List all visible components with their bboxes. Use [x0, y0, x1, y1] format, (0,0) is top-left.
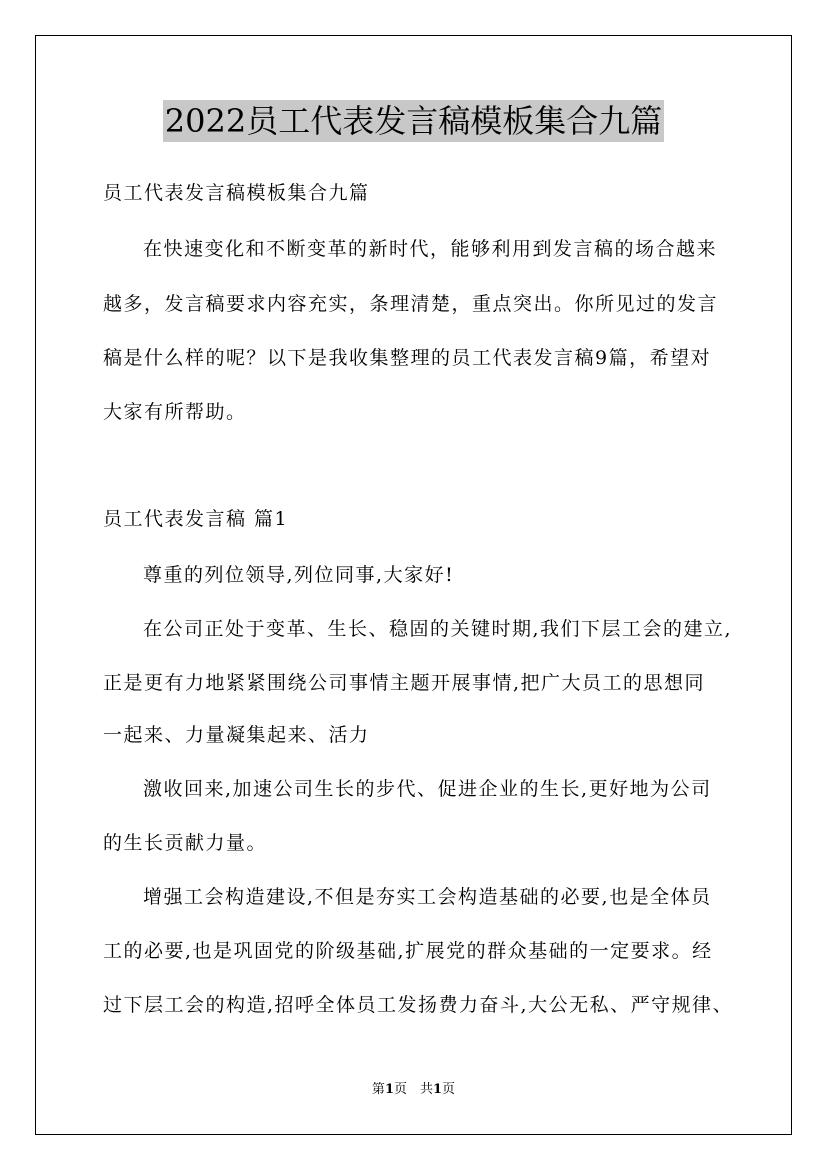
paragraph-line: 增强工会构造建设,不但是夯实工会构造基础的必要,也是全体员: [143, 886, 712, 908]
footer-mid: 页 共: [393, 1082, 433, 1097]
paragraph-line: 的生长贡献力量。: [103, 832, 268, 854]
paragraph-line: 过下层工会的构造,招呼全体员工发扬费力奋斗,大公无私、严守规律、: [103, 994, 734, 1016]
paragraph-line: 正是更有力地紧紧围绕公司事情主题开展事情,把广大员工的思想同: [103, 672, 706, 694]
document-title: 2022员工代表发言稿模板集合九篇: [164, 102, 663, 140]
paragraph-line: 稿是什么样的呢？以下是我收集整理的员工代表发言稿9篇，希望对: [103, 347, 712, 369]
title-container: [0, 100, 827, 142]
paragraph-line: 激收回来,加速公司生长的步代、促进企业的生长,更好地为公司: [143, 778, 712, 800]
paragraph-line: 在公司正处于变革、生长、稳固的关键时期,我们下层工会的建立,: [143, 618, 733, 640]
footer-page-number: 1: [384, 1082, 394, 1097]
subtitle-line: 员工代表发言稿模板集合九篇: [103, 182, 370, 204]
paragraph-line: 工的必要,也是巩固党的阶级基础,扩展党的群众基础的一定要求。经: [103, 940, 713, 962]
footer-total-pages: 1: [433, 1082, 443, 1097]
paragraph-line: 越多，发言稿要求内容充实，条理清楚，重点突出。你所见过的发言: [103, 293, 719, 315]
footer-suffix: 页: [442, 1082, 456, 1097]
section-heading: 员工代表发言稿 篇1: [103, 508, 289, 530]
footer-prefix: 第: [371, 1082, 385, 1097]
paragraph-line: 一起来、力量凝集起来、活力: [103, 724, 370, 746]
paragraph-line: 在快速变化和不断变革的新时代，能够利用到发言稿的场合越来: [143, 238, 718, 260]
paragraph-line: 尊重的列位领导,列位同事,大家好!: [143, 564, 455, 586]
paragraph-line: 大家有所帮助。: [103, 401, 247, 423]
page-footer: [0, 1082, 827, 1098]
